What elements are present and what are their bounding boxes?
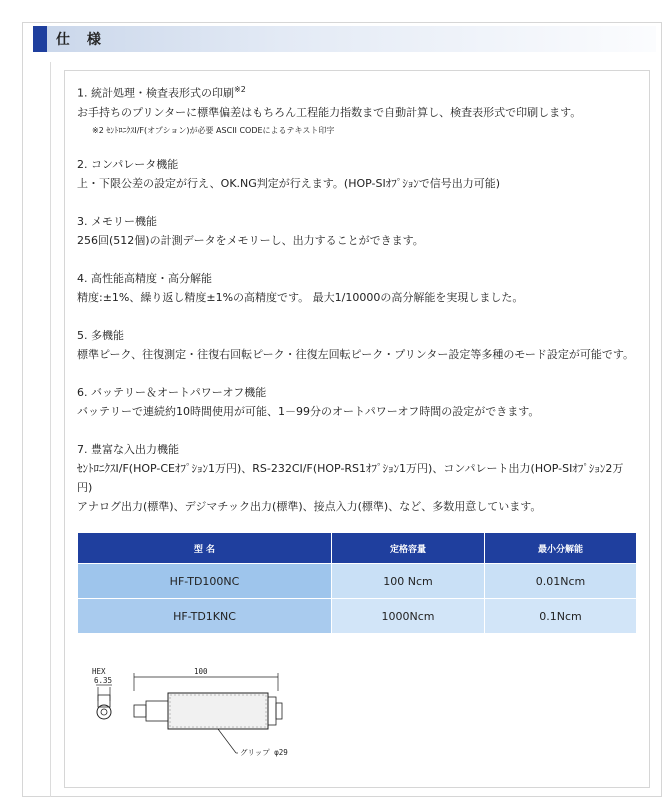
hex-label: HEX	[92, 667, 106, 676]
spec-section-2	[77, 155, 500, 193]
section-heading: 4. 高性能高精度・高分解能	[77, 272, 212, 285]
table-cell: HF-TD1KNC	[78, 599, 332, 634]
length-label: 100	[194, 667, 208, 676]
table-cell: HF-TD100NC	[78, 564, 332, 599]
table-cell: 100 Ncm	[332, 564, 485, 599]
table-cell: 1000Ncm	[332, 599, 485, 634]
left-divider	[50, 62, 51, 797]
sensor-nose	[146, 701, 168, 721]
section-text: バッテリーで連続約10時間使用が可能、1－99分のオートパワーオフ時間の設定ができます。	[77, 405, 540, 418]
product-drawing	[90, 655, 320, 760]
section-heading: 1. 統計処理・検査表形式の印刷	[77, 86, 234, 100]
section-heading: 7. 豊富な入出力機能	[77, 443, 179, 456]
column-header: 型 名	[78, 533, 332, 564]
section-text: 精度:±1%、繰り返し精度±1%の高精度です。 最大1/10000の高分解能を実現しました。	[77, 291, 524, 304]
footnote-mark: ※2	[234, 85, 246, 94]
section-header	[33, 26, 656, 52]
section-heading: 6. バッテリー＆オートパワーオフ機能	[77, 386, 267, 399]
section-heading: 5. 多機能	[77, 329, 124, 342]
section-text: 256回(512個)の計測データをメモリーし、出力することができます。	[77, 234, 424, 247]
table-cell: 0.1Ncm	[485, 599, 637, 634]
section-text-2: アナログ出力(標準)、デジマチック出力(標準)、接点入力(標準)、など、多数用意しています。	[77, 500, 542, 513]
spec-section-6	[77, 383, 539, 421]
spec-section-5	[77, 326, 634, 364]
section-text: お手持ちのプリンターに標準偏差はもちろん工程能力指数まで自動計算し、検査表形式で印刷します。	[77, 105, 582, 119]
table-row	[78, 564, 636, 599]
header-accent-bar	[33, 26, 47, 52]
section-heading: 2. コンパレータ機能	[77, 158, 179, 171]
section-text: 標準ピーク、往復測定・往復右回転ピーク・往復左回転ピーク・プリンター設定等多種のモード設定が可能です。	[77, 348, 635, 361]
grip-cap	[268, 697, 276, 725]
table-row	[78, 599, 636, 634]
connector	[276, 703, 282, 719]
column-header: 定格容量	[332, 533, 485, 564]
spec-section-1	[77, 80, 581, 122]
grip-body	[168, 693, 268, 729]
footnote: ※2 ｾﾝﾄﾛﾆｸｽI/F(オプション)が必要 ASCII CODEによるテキスト印字	[92, 126, 335, 135]
spec-table	[78, 533, 636, 633]
hex-size-label: 6.35	[94, 676, 113, 685]
hex-shaft	[134, 705, 146, 717]
grip-label: グリップ φ29	[240, 748, 288, 757]
hex-end-view-inner	[101, 709, 107, 715]
column-header: 最小分解能	[485, 533, 637, 564]
spec-section-7	[77, 440, 637, 516]
section-text: 上・下限公差の設定が行え、OK.NG判定が行えます。(HOP-SIｵﾌﾟｼｮﾝで信号出力可能)	[77, 177, 500, 190]
spec-section-4	[77, 269, 523, 307]
spec-section-3	[77, 212, 424, 250]
section-text: ｾﾝﾄﾛﾆｸｽI/F(HOP-CEｵﾌﾟｼｮﾝ1万円)、RS-232CI/F(HOP-RS1ｵﾌﾟｼｮﾝ1万円)、コンパレート出力(HOP-SIｵﾌﾟｼｮﾝ2万円)	[77, 462, 624, 494]
grip-leader-line	[218, 729, 236, 753]
page-title: 仕 様	[56, 32, 107, 48]
table-header-row	[78, 533, 636, 564]
section-heading: 3. メモリー機能	[77, 215, 157, 228]
table-cell: 0.01Ncm	[485, 564, 637, 599]
